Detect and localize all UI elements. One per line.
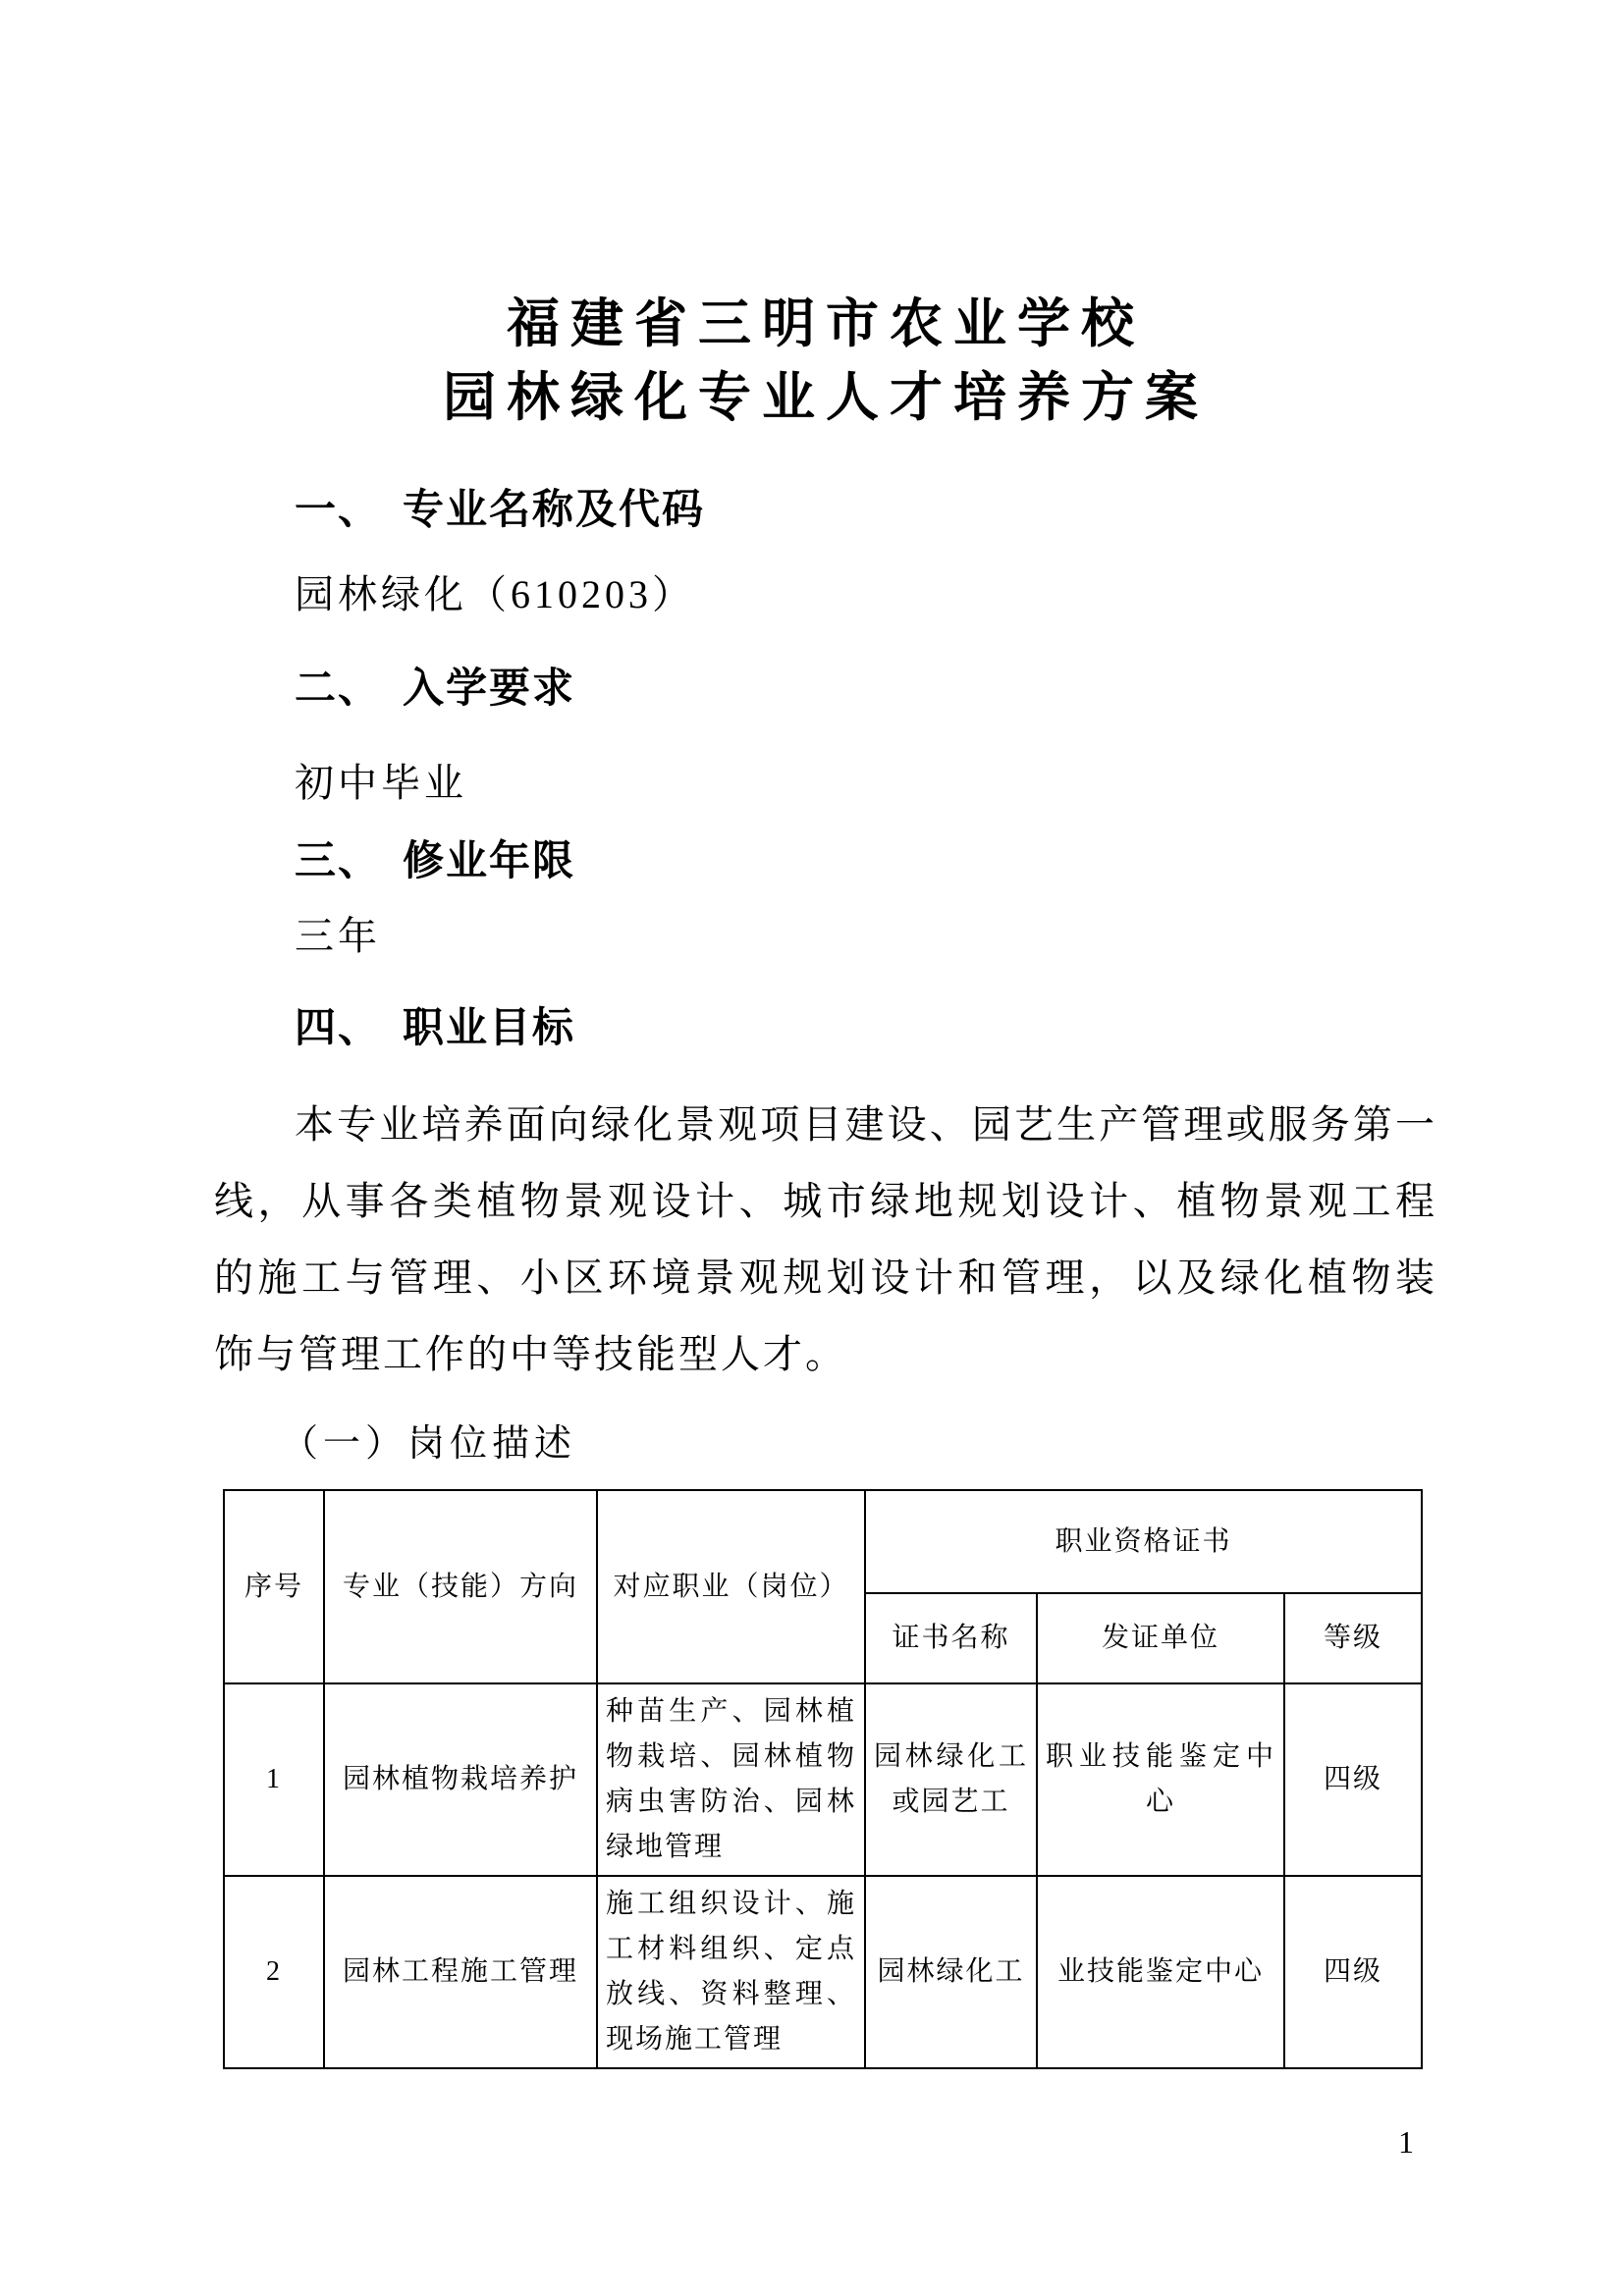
section-heading-4 bbox=[214, 1000, 1437, 1055]
row2-jobs: 施工组织设计、施工材料组织、定点放线、资料整理、现场施工管理 bbox=[597, 1876, 865, 2068]
career-objective-paragraph: 本专业培养面向绿化景观项目建设、园艺生产管理或服务第一线，从事各类植物景观设计、城市绿地规划设计、植物景观工程的施工与管理、小区环境景观规划设计和管理，以及绿化植物装饰与管理工作的中等技能型人才。 bbox=[214, 1102, 1437, 1376]
header-sub-level: 等级 bbox=[1284, 1593, 1422, 1683]
row1-direction: 园林植物栽培养护 bbox=[324, 1683, 597, 1876]
row1-level: 四级 bbox=[1284, 1683, 1422, 1876]
header-col-direction: 专业（技能）方向 bbox=[324, 1490, 597, 1683]
page-number: 1 bbox=[1398, 2124, 1414, 2160]
header-col-jobs: 对应职业（岗位） bbox=[597, 1490, 865, 1683]
section-body-1: 园林绿化（610203） bbox=[295, 572, 695, 616]
section-heading-2-text: 入学要求 bbox=[403, 665, 576, 711]
row2-level: 四级 bbox=[1284, 1876, 1422, 2068]
section-heading-2-number: 二、 bbox=[295, 665, 382, 711]
row2-direction: 园林工程施工管理 bbox=[324, 1876, 597, 2068]
row2-no: 2 bbox=[224, 1876, 324, 2068]
section-heading-4-number: 四、 bbox=[295, 1004, 382, 1050]
section-heading-3 bbox=[214, 833, 1437, 888]
header-col-no: 序号 bbox=[224, 1490, 324, 1683]
section-heading-2 bbox=[214, 661, 1437, 716]
document-title-line2: 园林绿化专业人才培养方案 bbox=[443, 368, 1209, 427]
section-heading-1-number: 一、 bbox=[295, 486, 382, 532]
row2-issuer: 业技能鉴定中心 bbox=[1037, 1876, 1284, 2068]
section-heading-4-text: 职业目标 bbox=[403, 1004, 576, 1050]
section-heading-1-text: 专业名称及代码 bbox=[403, 486, 706, 532]
section-heading-3-text: 修业年限 bbox=[403, 837, 576, 883]
document-title bbox=[214, 0, 1437, 435]
row1-issuer: 职业技能鉴定中心 bbox=[1037, 1683, 1284, 1876]
subsection-heading: （一）岗位描述 bbox=[281, 1423, 577, 1465]
post-description-table bbox=[223, 1489, 1423, 2069]
section-heading-3-number: 三、 bbox=[295, 837, 382, 883]
header-sub-issuer: 发证单位 bbox=[1037, 1593, 1284, 1683]
table-row bbox=[224, 1876, 1422, 2068]
row1-jobs: 种苗生产、园林植物栽培、园林植物病虫害防治、园林绿地管理 bbox=[597, 1683, 865, 1876]
table-header-row-top bbox=[224, 1490, 1422, 1593]
section-body-2: 初中毕业 bbox=[295, 761, 467, 805]
row1-no: 1 bbox=[224, 1683, 324, 1876]
header-group-certificate: 职业资格证书 bbox=[865, 1490, 1422, 1593]
document-content bbox=[214, 0, 1437, 2069]
section-body-3: 三年 bbox=[295, 914, 381, 958]
section-heading-1 bbox=[214, 482, 1437, 537]
row1-cert-name: 园林绿化工或园艺工 bbox=[865, 1683, 1037, 1876]
row2-cert-name: 园林绿化工 bbox=[865, 1876, 1037, 2068]
header-sub-cert-name: 证书名称 bbox=[865, 1593, 1037, 1683]
document-title-line1: 福建省三明市农业学校 bbox=[507, 294, 1145, 353]
table-row bbox=[224, 1683, 1422, 1876]
